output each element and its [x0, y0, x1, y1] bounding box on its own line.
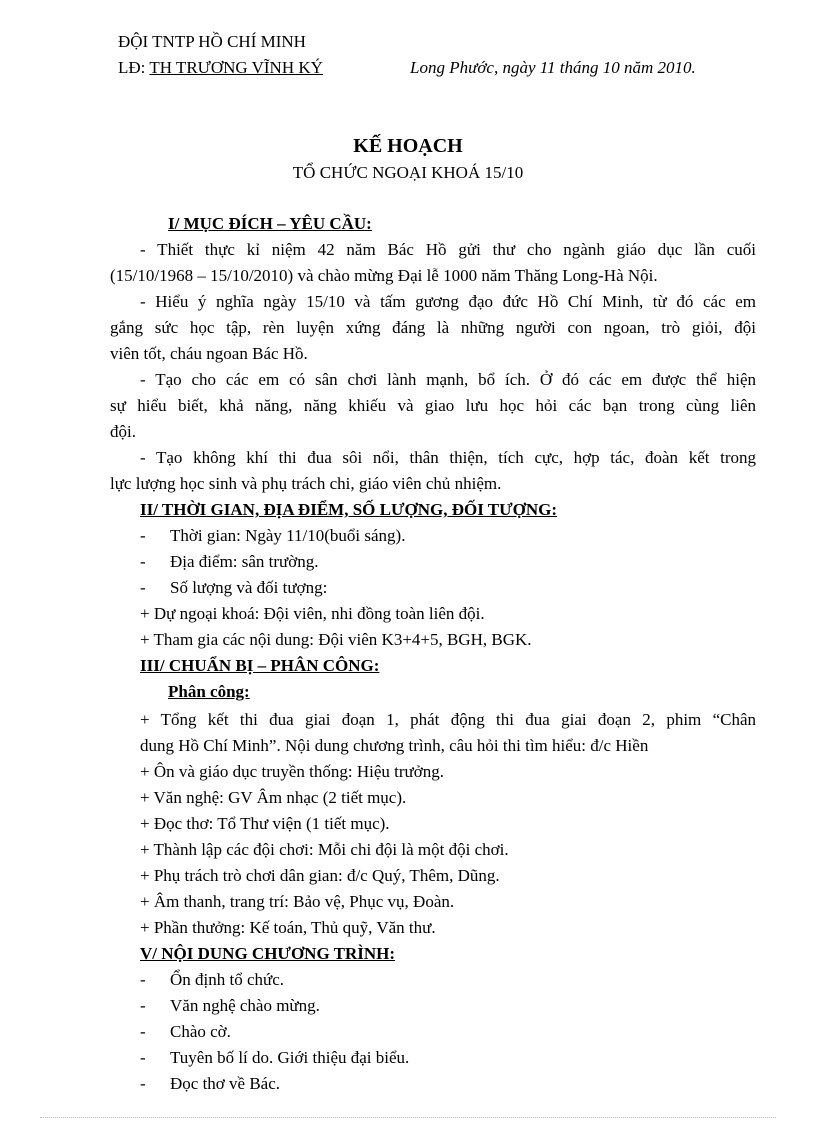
org-name: ĐỘI TNTP HỒ CHÍ MINH [118, 32, 306, 51]
plus-item: + Dự ngoại khoá: Đội viên, nhi đồng toàn liên đội. [140, 604, 485, 623]
section1-line: sự hiểu biết, khả năng, năng khiếu và giao lưu học hỏi các bạn trong cùng liên [110, 396, 756, 415]
section1-line: - Thiết thực kỉ niệm 42 năm Bác Hồ gửi thư cho ngành giáo dục lần cuối [140, 240, 756, 259]
document-date: Long Phước, ngày 11 tháng 10 năm 2010. [410, 58, 696, 77]
list-item [140, 970, 284, 990]
unit-prefix: LĐ: [118, 58, 150, 77]
bullet-dash: - [140, 552, 146, 571]
document-subtitle: TỔ CHỨC NGOẠI KHOÁ 15/10 [292, 163, 524, 182]
section3-line: dung Hồ Chí Minh”. Nội dung chương trình, câu hỏi thi tìm hiểu: đ/c Hiền [140, 736, 649, 755]
section3-line: + Văn nghệ: GV Âm nhạc (2 tiết mục). [140, 788, 407, 807]
list-item-text: Văn nghệ chào mừng. [170, 996, 320, 1015]
list-item-text: Đọc thơ về Bác. [170, 1074, 281, 1093]
section3-line: + Phần thưởng: Kế toán, Thủ quỹ, Văn thư. [140, 918, 436, 937]
section3-line: + Âm thanh, trang trí: Bảo vệ, Phục vụ, Đoàn. [140, 892, 455, 911]
list-item [140, 1074, 280, 1094]
section1-line: viên tốt, cháu ngoan Bác Hồ. [110, 344, 308, 363]
bullet-dash: - [140, 970, 146, 989]
list-item [140, 526, 405, 546]
list-item [140, 578, 327, 598]
list-item [140, 552, 319, 572]
plus-item: + Tham gia các nội dung: Đội viên K3+4+5, BGH, BGK. [140, 630, 532, 649]
section3-line: + Đọc thơ: Tổ Thư viện (1 tiết mục). [140, 814, 390, 833]
bullet-dash: - [140, 1074, 146, 1093]
section3-line: + Thành lập các đội chơi: Mỗi chi đội là một đội chơi. [140, 840, 509, 859]
list-item [140, 996, 320, 1016]
section1-line: (15/10/1968 – 15/10/2010) và chào mừng Đại lễ 1000 năm Thăng Long-Hà Nội. [110, 266, 658, 285]
list-item-text: Thời gian: Ngày 11/10(buổi sáng). [170, 526, 406, 545]
unit-name: TH TRƯƠNG VĨNH KÝ [149, 58, 323, 77]
section1-line: gắng sức học tập, rèn luyện xứng đáng là những người con ngoan, trò giỏi, đội [110, 318, 756, 337]
list-item [140, 1048, 409, 1068]
list-item-text: Địa điểm: sân trường. [170, 552, 319, 571]
section3-subheading: Phân công: [168, 682, 250, 701]
bullet-dash: - [140, 578, 146, 597]
section1-line: - Hiểu ý nghĩa ngày 15/10 và tấm gương đạo đức Hồ Chí Minh, từ đó các em [140, 292, 756, 311]
bullet-dash: - [140, 1048, 146, 1067]
bullet-dash: - [140, 1022, 146, 1041]
section3-line: + Phụ trách trò chơi dân gian: đ/c Quý, Thêm, Dũng. [140, 866, 500, 885]
page-bottom-rule [40, 1117, 776, 1118]
unit-line [118, 58, 323, 78]
section3-heading: III/ CHUẨN BỊ – PHÂN CÔNG: [140, 656, 380, 675]
list-item-text: Chào cờ. [170, 1022, 231, 1041]
list-item-text: Ổn định tổ chức. [170, 970, 285, 989]
section1-heading: I/ MỤC ĐÍCH – YÊU CẦU: [168, 214, 372, 233]
section3-line: + Tổng kết thi đua giai đoạn 1, phát động thi đua giai đoạn 2, phim “Chân [140, 710, 756, 729]
list-item [140, 1022, 231, 1042]
section3-line: + Ôn và giáo dục truyền thống: Hiệu trưởng. [140, 762, 444, 781]
bullet-dash: - [140, 526, 146, 545]
section1-line: - Tạo không khí thi đua sôi nổi, thân thiện, tích cực, hợp tác, đoàn kết trong [140, 448, 756, 467]
list-item-text: Số lượng và đối tượng: [170, 578, 328, 597]
section1-line: đội. [110, 422, 136, 441]
section2-heading: II/ THỜI GIAN, ĐỊA ĐIỂM, SỐ LƯỢNG, ĐỐI TƯỢNG: [140, 500, 558, 519]
section1-line: - Tạo cho các em có sân chơi lành mạnh, bổ ích. Ở đó các em được thể hiện [140, 370, 756, 389]
document-title: KẾ HOẠCH [353, 135, 463, 157]
section5-heading: V/ NỘI DUNG CHƯƠNG TRÌNH: [140, 944, 396, 963]
bullet-dash: - [140, 996, 146, 1015]
section1-line: lực lượng học sinh và phụ trách chi, giáo viên chủ nhiệm. [110, 474, 502, 493]
list-item-text: Tuyên bố lí do. Giới thiệu đại biểu. [170, 1048, 410, 1067]
